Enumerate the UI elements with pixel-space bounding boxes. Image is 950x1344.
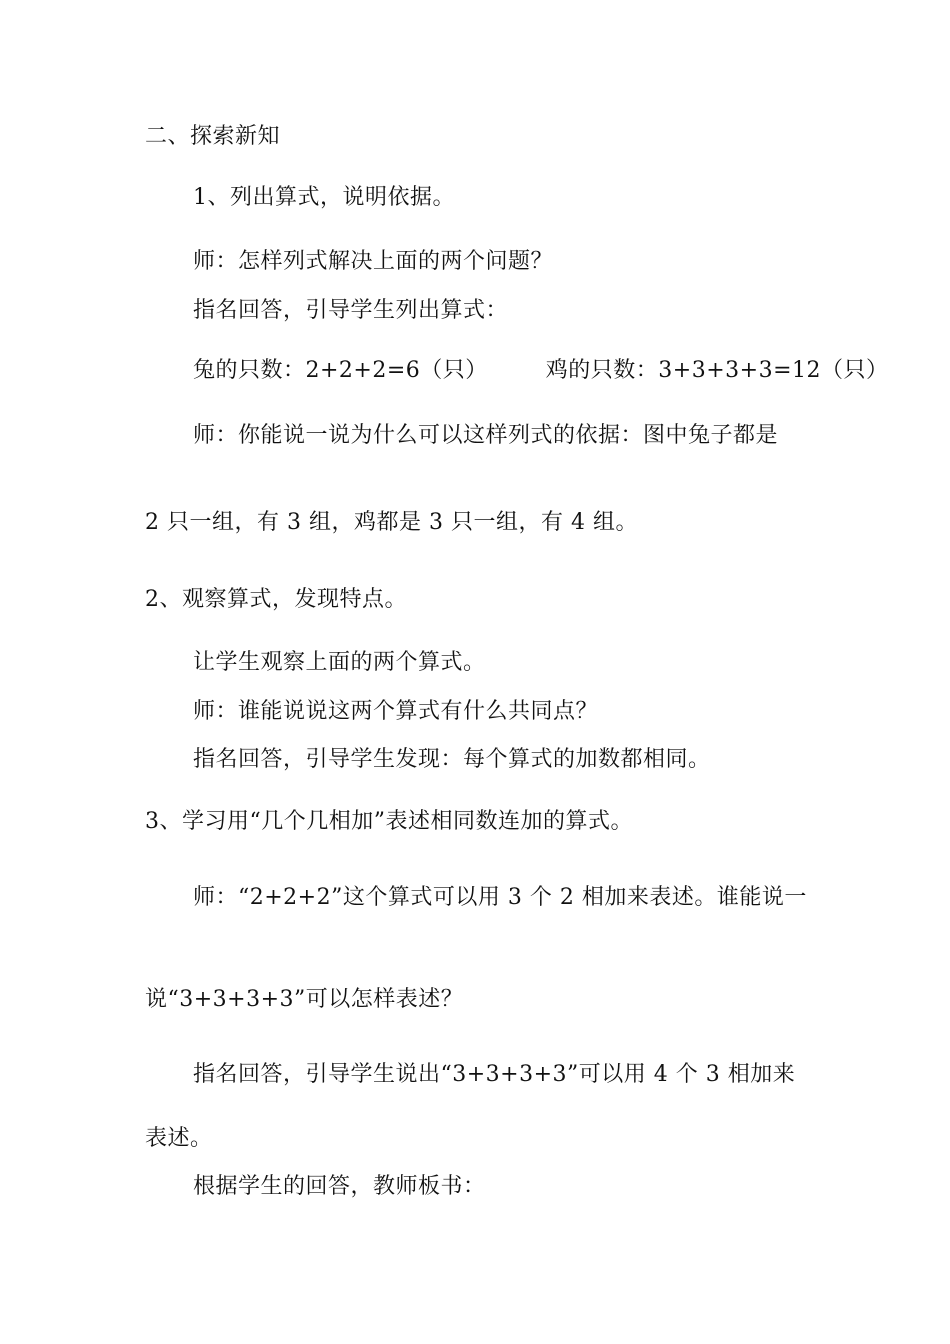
chicken-formula: 鸡的只数：3+3+3+3=12（只） — [545, 358, 889, 383]
rabbit-formula: 兔的只数：2+2+2=6（只） — [193, 358, 488, 383]
step2-finding: 指名回答，引导学生发现：每个算式的加数都相同。 — [193, 747, 711, 772]
step3-board: 根据学生的回答，教师板书： — [193, 1174, 486, 1199]
step1-explain-line1: 师：你能说一说为什么可以这样列式的依据：图中兔子都是 — [193, 423, 779, 448]
step3-teacher-line2: 说“3+3+3+3”可以怎样表述？ — [145, 987, 464, 1012]
step2-heading: 2、观察算式，发现特点。 — [145, 587, 407, 612]
step1-instruction: 指名回答，引导学生列出算式： — [193, 298, 509, 323]
step3-teacher-line1: 师：“2+2+2”这个算式可以用 3 个 2 相加来表述。谁能说一 — [193, 885, 807, 910]
step2-teacher-question: 师：谁能说说这两个算式有什么共同点？ — [193, 699, 599, 724]
step2-observe: 让学生观察上面的两个算式。 — [193, 650, 486, 675]
formula-line — [193, 356, 889, 386]
step3-answer-line1: 指名回答，引导学生说出“3+3+3+3”可以用 4 个 3 相加来 — [193, 1062, 796, 1087]
step1-explain-line2: 2 只一组，有 3 组，鸡都是 3 只一组，有 4 组。 — [145, 510, 638, 535]
step3-heading: 3、学习用“几个几相加”表述相同数连加的算式。 — [145, 809, 633, 834]
step1-heading: 1、列出算式，说明依据。 — [193, 185, 455, 210]
section-heading: 二、探索新知 — [145, 124, 281, 149]
step1-teacher-question: 师：怎样列式解决上面的两个问题？ — [193, 249, 554, 274]
step3-answer-line2: 表述。 — [145, 1126, 213, 1151]
